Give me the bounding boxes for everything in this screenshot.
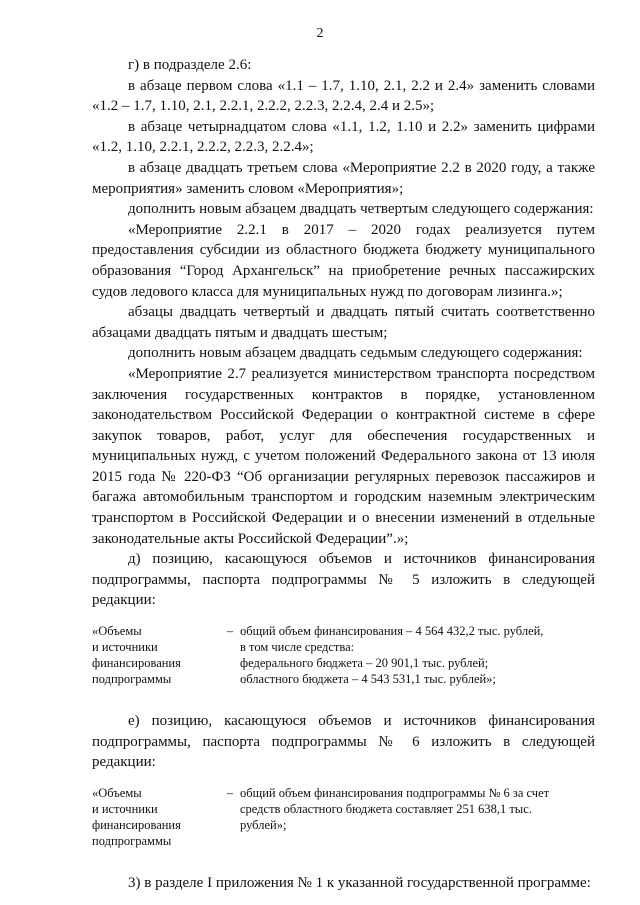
- funding-value: общий объем финансирования – 4 564 432,2 тыс. рублей, в том числе средства: федерального бюджета – 20 901,1 тыс. рублей; областного бюджета – 4 543 531,1 тыс. рублей»;: [240, 624, 544, 687]
- paragraph: абзацы двадцать четвертый и двадцать пятый считать соответственно абзацами двадцать пятым и двадцать шестым;: [92, 304, 595, 341]
- paragraph: «Мероприятие 2.2.1 в 2017 – 2020 годах реализуется путем предоставления субсидии из областного бюджета бюджету муниципального образования “Город Архангельск” на приобретение речных пассажирских судов ледового класса для муниципальных нужд по договорам лизинга.»;: [92, 221, 595, 300]
- paragraph: «Мероприятие 2.7 реализуется министерством транспорта посредством заключения государственных контрактов в порядке, установленном законодательством Российской Федерации о контрактной системе в сфере закупок товаров, работ, услуг для обеспечения государственных и муниципальных нужд, с учетом положений Федерального закона от 13 июля 2015 года № 220-ФЗ “Об организации регулярных перевозок пассажиров и багажа автомобильным транспортом и городским наземным электрическим транспортом в Российской Федерации и о внесении изменений в отдельные законодательные акты Российской Федерации”.»;: [92, 365, 595, 547]
- dash-separator: –: [226, 624, 234, 639]
- paragraph: д) позицию, касающуюся объемов и источников финансирования подпрограммы, паспорта подпрограммы № 5 изложить в следующей редакции:: [92, 551, 595, 609]
- paragraph-last: 3) в разделе I приложения № 1 к указанной государственной программе:: [128, 874, 591, 891]
- document-body: [92, 55, 595, 893]
- funding-label: «Объемы и источники финансирования подпрограммы: [92, 624, 181, 687]
- paragraph: дополнить новым абзацем двадцать четвертым следующего содержания:: [128, 201, 594, 218]
- paragraph: г) в подразделе 2.6:: [128, 57, 252, 73]
- paragraph-e: е) позицию, касающуюся объемов и источников финансирования подпрограммы, паспорта подпрограммы № 6 изложить в следующей редакции:: [92, 713, 595, 771]
- funding-label: «Объемы и источники финансирования подпрограммы: [92, 785, 181, 848]
- funding-table-5: [92, 623, 595, 687]
- funding-table-6: [92, 785, 595, 849]
- funding-value: общий объем финансирования подпрограммы № 6 за счет средств областного бюджета составляет 251 638,1 тыс. рублей»;: [240, 785, 550, 832]
- page-number: 2: [316, 26, 324, 41]
- paragraph: дополнить новым абзацем двадцать седьмым следующего содержания:: [128, 345, 583, 362]
- paragraph: в абзаце двадцать третьем слова «Мероприятие 2.2 в 2020 году, а также мероприятия» заменить словом «Мероприятия»;: [92, 159, 595, 197]
- paragraph: в абзаце четырнадцатом слова «1.1, 1.2, 1.10 и 2.2» заменить цифрами «1.2, 1.10, 2.2.1, 2.2.2, 2.2.3, 2.2.4»;: [92, 118, 595, 156]
- paragraph: в абзаце первом слова «1.1 – 1.7, 1.10, 2.1, 2.2 и 2.4» заменить словами «1.2 – 1.7, 1.10, 2.1, 2.2.1, 2.2.2, 2.2.3, 2.2.4, 2.4 и 2.5»;: [92, 77, 595, 115]
- dash-separator: –: [226, 785, 234, 800]
